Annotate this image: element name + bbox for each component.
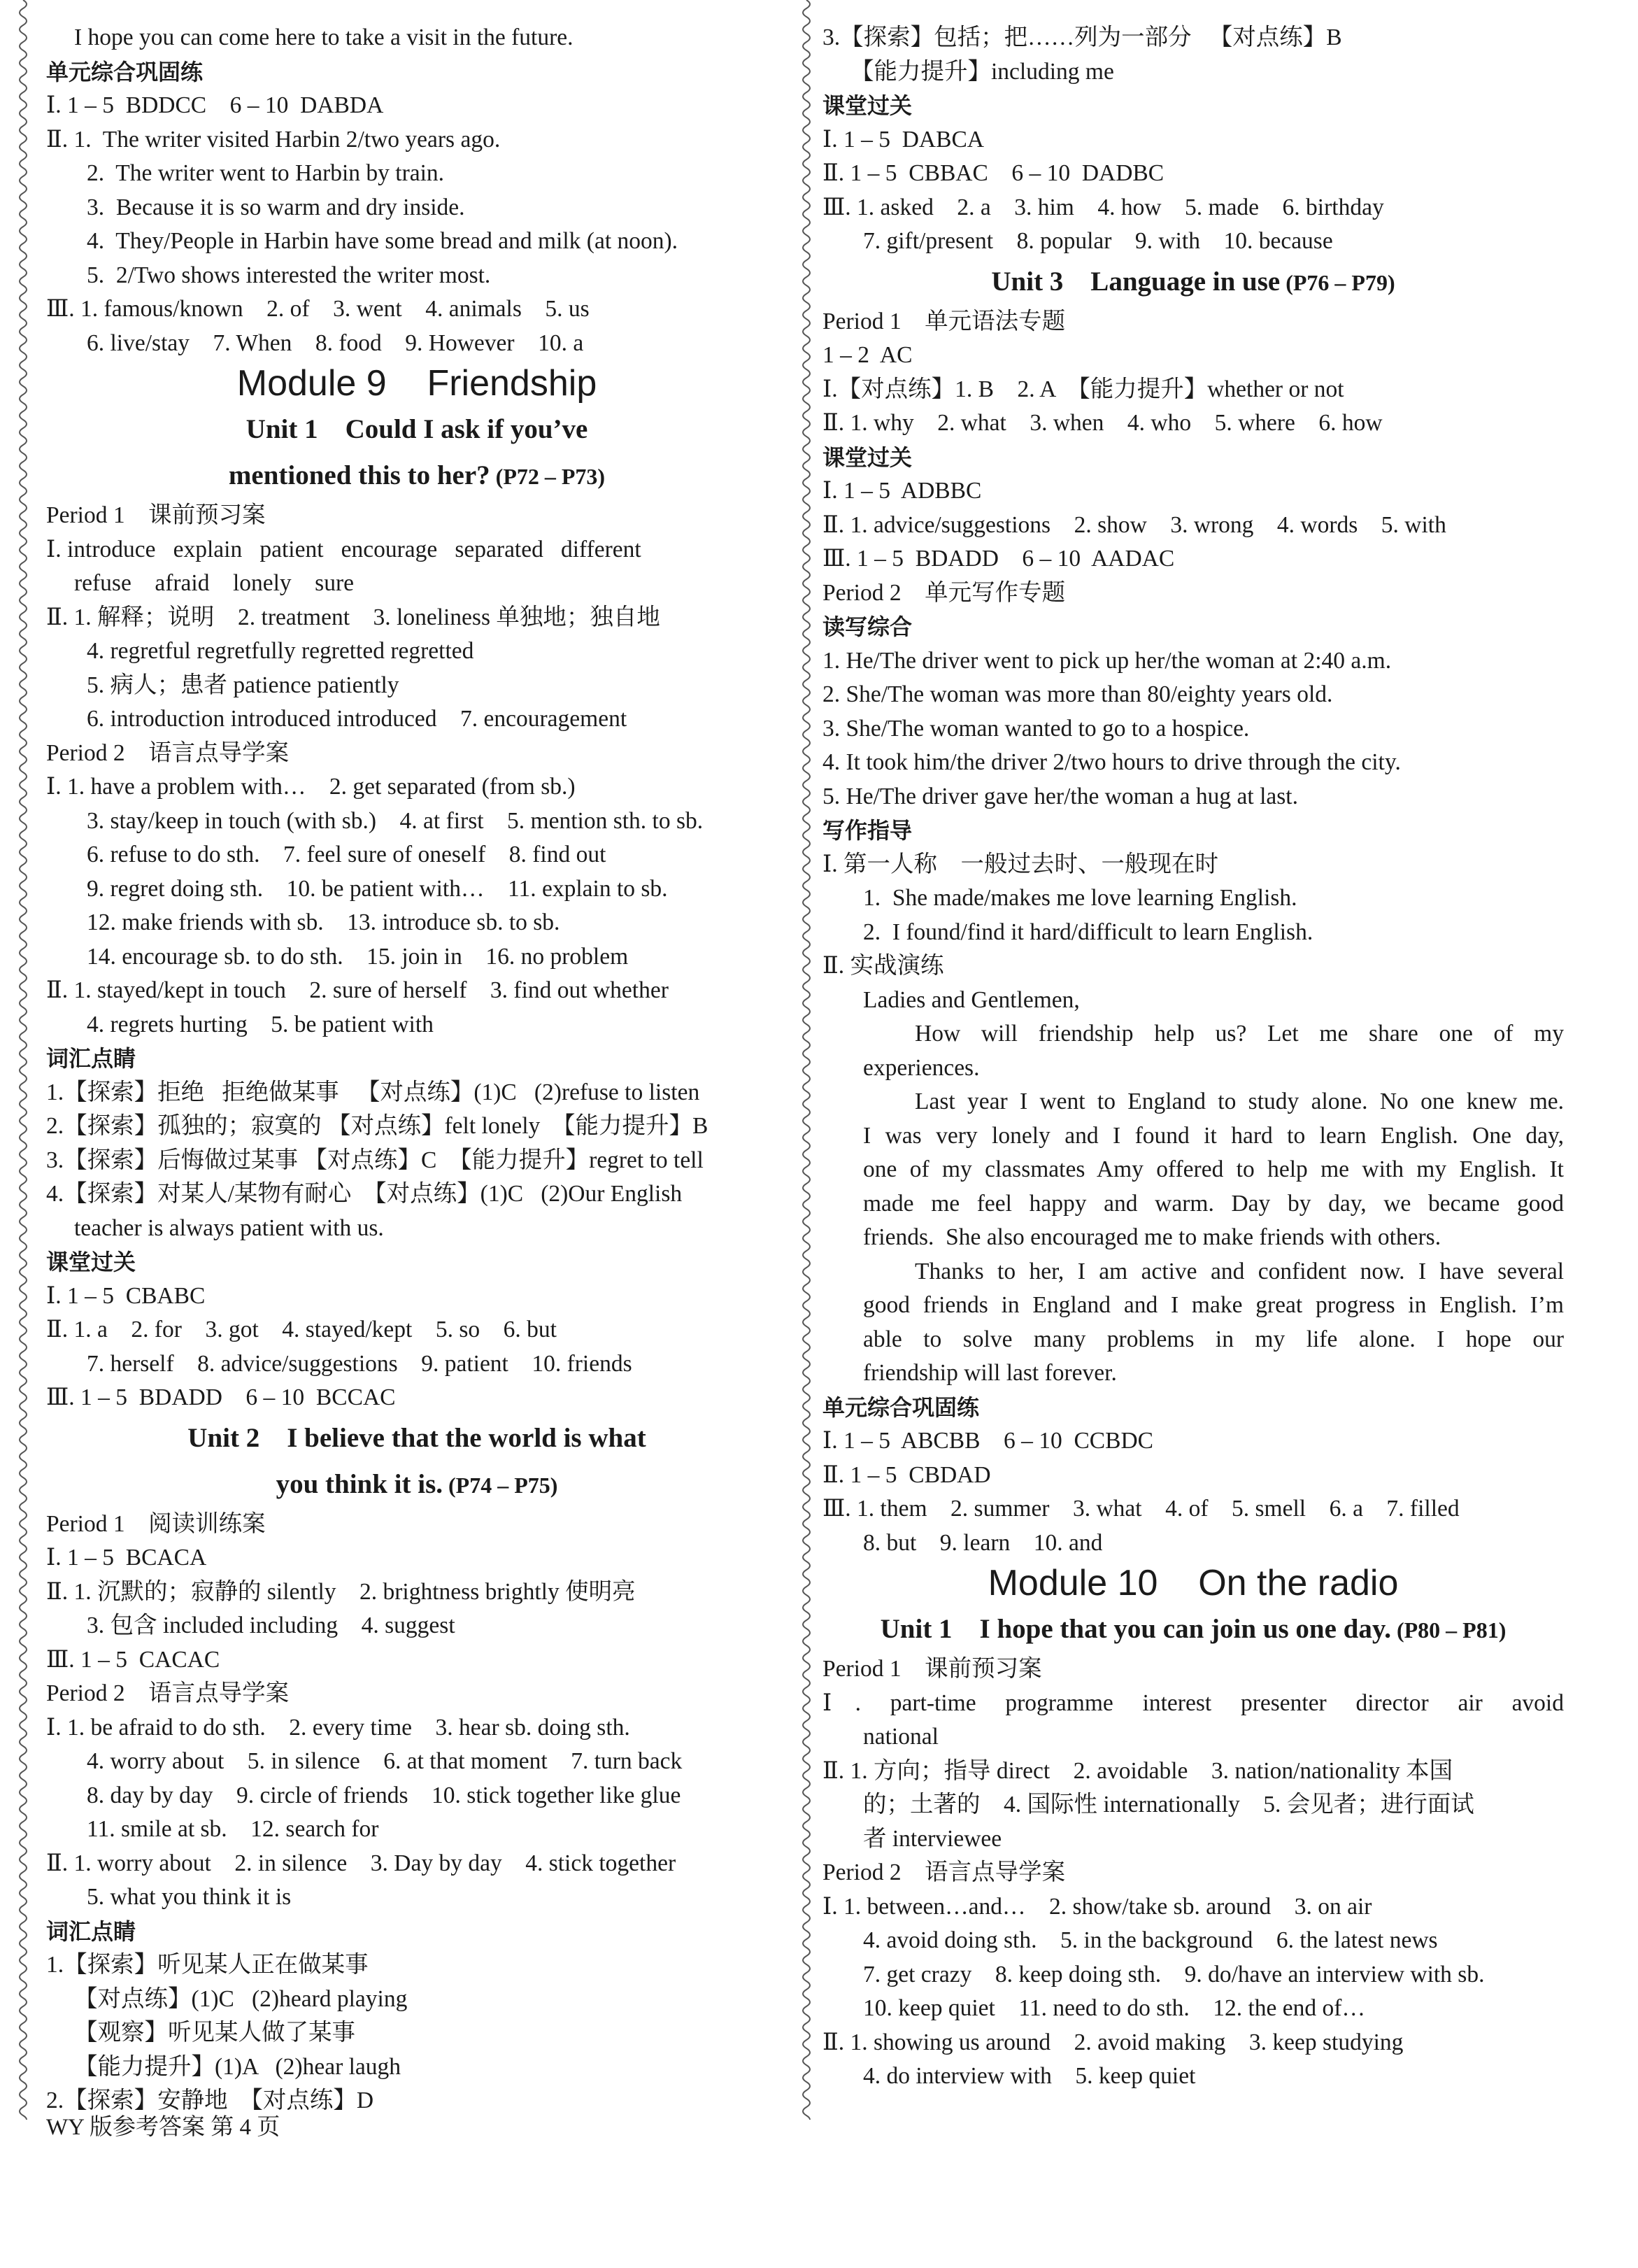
answer-line — [822, 1459, 1564, 1493]
line-text: 6. refuse to do sth. 7. feel sure of oneself 8. find out — [87, 842, 606, 867]
section-heading — [822, 814, 1564, 848]
section-heading — [46, 1042, 788, 1076]
answer-line — [822, 2026, 1564, 2060]
line-text: Ⅱ. 1. The writer visited Harbin 2/two years ago. — [46, 126, 501, 153]
line-text: national — [863, 1724, 939, 1750]
unit-title — [46, 1461, 788, 1508]
page-range: (P76 – P79) — [1280, 269, 1395, 295]
line-text: one of my classmates Amy offered to help me with my English. It — [863, 1156, 1564, 1182]
answer-line — [822, 1424, 1564, 1459]
answer-line — [46, 1711, 788, 1745]
answer-line — [46, 1008, 788, 1042]
line-text: 2.【探索】安静地 【对点练】D — [46, 2088, 374, 2113]
line-text: Ⅱ. 1. worry about 2. in silence 3. Day by day 4. stick together — [46, 1850, 676, 1876]
answer-line — [46, 499, 788, 533]
line-text: 5. He/The driver gave her/the woman a hug at last. — [822, 783, 1298, 809]
line-text: 6. live/stay 7. When 8. food 9. However 10. a — [87, 329, 584, 356]
answer-line — [46, 1212, 788, 1246]
answer-line — [822, 1323, 1564, 1357]
answer-line — [822, 984, 1564, 1018]
line-text: 【对点练】(1)C (2)heard playing — [74, 1985, 408, 2012]
line-text: Ⅰ. 1 – 5 CBABC — [46, 1282, 206, 1309]
line-text: 【观察】听见某人做了某事 — [74, 2020, 355, 2046]
line-text: Ⅰ. 1. between…and… 2. show/take sb. around 3. on air — [822, 1893, 1372, 1920]
answer-line — [46, 225, 788, 259]
line-text: 4.【探索】对某人/某物有耐心 【对点练】(1)C (2)Our English — [46, 1181, 683, 1207]
line-text: Ⅰ. 1 – 5 DABCA — [822, 126, 984, 153]
answer-line — [46, 906, 788, 940]
answer-line — [822, 712, 1564, 746]
line-text: 2. The writer went to Harbin by train. — [87, 160, 445, 186]
line-text: Module 9 Friendship — [236, 363, 597, 404]
answer-line — [46, 1144, 788, 1178]
section-heading — [822, 89, 1564, 123]
answer-line — [822, 780, 1564, 814]
answer-line — [822, 191, 1564, 225]
line-text: 8. but 9. learn 10. and — [863, 1529, 1103, 1556]
answer-line — [46, 157, 788, 191]
answer-line — [46, 635, 788, 669]
line-text: 7. herself 8. advice/suggestions 9. patient 10. friends — [87, 1350, 632, 1377]
unit-title — [46, 406, 788, 453]
answer-line — [46, 2016, 788, 2050]
line-text: Ⅲ. 1 – 5 BDADD 6 – 10 BCCAC — [46, 1384, 396, 1410]
line-text: How will friendship help us? Let me share one of my — [915, 1021, 1564, 1047]
line-text: Ⅰ. 1 – 5 ABCBB 6 – 10 CCBDC — [822, 1428, 1154, 1454]
answer-line — [46, 567, 788, 601]
line-text: Ⅰ. part-time programme interest presenter director air avoid — [822, 1689, 1564, 1716]
answer-line — [822, 1492, 1564, 1526]
line-text: 1. He/The driver went to pick up her/the woman at 2:40 a.m. — [822, 647, 1392, 674]
line-text: Ⅰ. 1. have a problem with… 2. get separated (from sb.) — [46, 774, 576, 800]
line-text: 3. stay/keep in touch (with sb.) 4. at first 5. mention sth. to sb. — [87, 807, 704, 834]
line-text: 2. She/The woman was more than 80/eighty years old. — [822, 681, 1333, 707]
answer-line — [822, 1526, 1564, 1561]
line-text: refuse afraid lonely sure — [74, 570, 354, 596]
unit-title — [822, 1606, 1564, 1652]
line-text: Ladies and Gentlemen, — [863, 986, 1080, 1013]
answer-line — [822, 746, 1564, 780]
line-text: 4. worry about 5. in silence 6. at that moment 7. turn back — [87, 1748, 683, 1774]
line-text: Last year I went to England to study alone. No one knew me. — [915, 1089, 1564, 1114]
line-text: 14. encourage sb. to do sth. 15. join in 16. no problem — [87, 943, 629, 970]
line-text: Ⅰ. 1 – 5 BCACA — [46, 1545, 207, 1571]
line-text: Ⅱ. 1. advice/suggestions 2. show 3. wrong 4. words 5. with — [822, 511, 1446, 538]
line-text: 1.【探索】听见某人正在做某事 — [46, 1952, 369, 1978]
answer-line — [46, 1347, 788, 1382]
section-heading — [46, 55, 788, 90]
answer-line — [46, 702, 788, 737]
line-text: 读写综合 — [822, 614, 913, 640]
line-text: 4. It took him/the driver 2/two hours to drive through the city. — [822, 749, 1401, 775]
answer-line — [46, 737, 788, 771]
line-text: 10. keep quiet 11. need to do sth. 12. the end of… — [863, 1995, 1365, 2021]
answer-line — [46, 1813, 788, 1847]
line-text: 1.【探索】拒绝 拒绝做某事 【对点练】(1)C (2)refuse to listen — [46, 1079, 700, 1105]
line-text: Period 1 阅读训练案 — [46, 1510, 266, 1537]
section-heading — [822, 441, 1564, 475]
answer-line — [46, 669, 788, 703]
answer-line — [46, 1280, 788, 1314]
line-text: able to solve many problems in my life alone. I hope our — [863, 1326, 1564, 1352]
line-text: teacher is always patient with us. — [74, 1214, 384, 1241]
answer-line — [46, 327, 788, 361]
line-text: 写作指导 — [822, 817, 913, 844]
line-text: Unit 1 Could I ask if you’ve — [245, 414, 588, 444]
answer-line — [46, 2050, 788, 2085]
answer-column-right — [822, 21, 1564, 2094]
line-text: Period 2 语言点导学案 — [46, 739, 290, 766]
answer-line — [46, 1110, 788, 1144]
line-text: Ⅱ. 1. showing us around 2. avoid making 3. keep studying — [822, 2029, 1404, 2055]
line-text: 5. 病人；患者 patience patiently — [87, 672, 399, 698]
line-text: Ⅱ. 实战演练 — [822, 953, 944, 979]
answer-line — [46, 1076, 788, 1110]
module-title — [822, 1560, 1564, 1606]
answer-line — [46, 838, 788, 872]
line-text: Ⅰ. introduce explain patient encourage separated different — [46, 536, 641, 562]
line-text: friendship will last forever. — [863, 1360, 1117, 1386]
answer-line — [822, 21, 1564, 55]
line-text: Unit 3 Language in use — [991, 266, 1281, 297]
answer-line — [822, 848, 1564, 882]
line-text: 4. regrets hurting 5. be patient with — [87, 1011, 434, 1037]
answer-line — [822, 881, 1564, 916]
line-text: Period 1 单元语法专题 — [822, 308, 1066, 334]
decorative-border-right — [796, 0, 817, 2120]
line-text: 3. 包含 included including 4. suggest — [87, 1613, 455, 1638]
line-text: 3.【探索】后悔做过某事 【对点练】C 【能力提升】regret to tell — [46, 1147, 704, 1173]
answer-line — [46, 1381, 788, 1415]
answer-line — [822, 949, 1564, 984]
line-text: Period 2 单元写作专题 — [822, 579, 1066, 606]
line-text: 5. 2/Two shows interested the writer most. — [87, 262, 491, 288]
line-text: 课堂过关 — [822, 444, 913, 471]
answer-line — [46, 1508, 788, 1542]
section-heading — [822, 610, 1564, 644]
answer-line — [46, 123, 788, 157]
unit-title — [46, 453, 788, 499]
line-text: Ⅱ. 1 – 5 CBDAD — [822, 1461, 991, 1488]
answer-line — [822, 1958, 1564, 1992]
unit-title — [822, 259, 1564, 305]
answer-line — [46, 1847, 788, 1881]
answer-line — [46, 770, 788, 805]
line-text: 者 interviewee — [863, 1825, 1002, 1852]
section-heading — [46, 1915, 788, 1949]
answer-line — [822, 1085, 1564, 1119]
line-text: 9. regret doing sth. 10. be patient with… 11. explain to sb. — [87, 875, 668, 902]
line-text: Ⅲ. 1 – 5 BDADD 6 – 10 AADAC — [822, 546, 1175, 572]
page-range: (P80 – P81) — [1390, 1617, 1507, 1643]
answer-line — [822, 509, 1564, 543]
line-text: 单元综合巩固练 — [822, 1394, 980, 1421]
answer-line — [822, 406, 1564, 441]
answer-line — [46, 259, 788, 293]
line-text: Ⅱ. 1. why 2. what 3. when 4. who 5. where 6. how — [822, 410, 1383, 436]
answer-line — [46, 872, 788, 907]
line-text: 6. introduction introduced introduced 7. encouragement — [87, 706, 627, 732]
line-text: 词汇点睛 — [46, 1918, 136, 1945]
answer-line — [822, 1720, 1564, 1755]
line-text: I was very lonely and I found it hard to learn English. One day, — [863, 1122, 1564, 1149]
line-text: Ⅲ. 1. asked 2. a 3. him 4. how 5. made 6. birthday — [822, 194, 1384, 220]
answer-line — [46, 601, 788, 635]
answer-line — [822, 1221, 1564, 1255]
answer-line — [46, 1643, 788, 1678]
answer-line — [46, 1313, 788, 1347]
answer-line — [822, 1687, 1564, 1721]
answer-line — [46, 940, 788, 974]
answer-line — [46, 1779, 788, 1813]
line-text: Period 1 课前预习案 — [822, 1656, 1042, 1682]
answer-line — [822, 678, 1564, 712]
answer-line — [822, 1755, 1564, 1789]
answer-line — [822, 474, 1564, 509]
line-text: 1. She made/makes me love learning English. — [863, 885, 1297, 911]
line-text: 课堂过关 — [822, 92, 913, 119]
answer-line — [822, 123, 1564, 157]
line-text: Period 1 课前预习案 — [46, 502, 266, 528]
line-text: 【能力提升】(1)A (2)hear laugh — [74, 2053, 401, 2080]
answer-line — [822, 542, 1564, 576]
answer-line — [46, 89, 788, 123]
unit-title — [46, 1415, 788, 1461]
line-text: Period 2 语言点导学案 — [822, 1859, 1066, 1885]
answer-line — [822, 1924, 1564, 1958]
answer-line — [46, 292, 788, 327]
answer-line — [46, 1983, 788, 2017]
line-text: 5. what you think it is — [87, 1884, 292, 1910]
line-text: Ⅲ. 1 – 5 CACAC — [46, 1646, 220, 1673]
answer-line — [46, 1948, 788, 1983]
answer-line — [822, 373, 1564, 407]
line-text: Ⅰ. 第一人称 一般过去时、一般现在时 — [822, 851, 1218, 877]
answer-line — [822, 1153, 1564, 1187]
decorative-border-left — [13, 0, 34, 2120]
line-text: Ⅱ. 1. 方向；指导 direct 2. avoidable 3. nation/nationality 本国 — [822, 1757, 1453, 1784]
answer-line — [46, 974, 788, 1008]
line-text: Ⅲ. 1. famous/known 2. of 3. went 4. animals 5. us — [46, 296, 590, 322]
answer-line — [822, 339, 1564, 373]
line-text: mentioned this to her? — [228, 460, 490, 490]
answer-line — [46, 1177, 788, 1212]
answer-line — [822, 1788, 1564, 1822]
answer-line — [822, 1017, 1564, 1051]
line-text: 的；土著的 4. 国际性 internationally 5. 会见者；进行面试 — [863, 1792, 1474, 1817]
answer-line — [46, 805, 788, 839]
line-text: Ⅱ. 1 – 5 CBBAC 6 – 10 DADBC — [822, 160, 1165, 186]
line-text: you think it is. — [276, 1468, 443, 1499]
line-text: 【能力提升】including me — [850, 58, 1114, 85]
answer-line — [822, 1051, 1564, 1086]
page-range: (P72 – P73) — [490, 464, 606, 489]
line-text: experiences. — [863, 1054, 980, 1081]
answer-line — [822, 1822, 1564, 1857]
line-text: 单元综合巩固练 — [46, 58, 204, 85]
answer-line — [822, 576, 1564, 611]
line-text: 课堂过关 — [46, 1249, 136, 1275]
line-text: Ⅲ. 1. them 2. summer 3. what 4. of 5. smell 6. a 7. filled — [822, 1496, 1460, 1522]
line-text: 4. do interview with 5. keep quiet — [863, 2063, 1196, 2089]
line-text: 3.【探索】包括；把……列为一部分 【对点练】B — [822, 24, 1342, 50]
answer-line — [822, 1356, 1564, 1391]
page-footer: WY 版参考答案 第 4 页 — [46, 2115, 280, 2140]
answer-line — [822, 225, 1564, 259]
answer-line — [46, 1880, 788, 1915]
line-text: Thanks to her, I am active and confident now. I have several — [915, 1258, 1564, 1284]
answer-line — [822, 1992, 1564, 2026]
answer-line — [822, 2060, 1564, 2094]
line-text: Module 10 On the radio — [988, 1563, 1399, 1603]
line-text: Ⅱ. 1. stayed/kept in touch 2. sure of herself 3. find out whether — [46, 977, 669, 1003]
answer-line — [822, 1255, 1564, 1289]
module-title — [46, 360, 788, 406]
line-text: 12. make friends with sb. 13. introduce sb. to sb. — [87, 909, 560, 935]
answer-line — [46, 1745, 788, 1779]
answer-line — [822, 916, 1564, 950]
line-text: Ⅰ. 1 – 5 BDDCC 6 – 10 DABDA — [46, 92, 384, 118]
line-text: 词汇点睛 — [46, 1045, 136, 1072]
answer-line — [822, 644, 1564, 679]
line-text: I hope you can come here to take a visit in the future. — [74, 24, 574, 50]
line-text: Ⅰ. 1 – 5 ADBBC — [822, 478, 982, 504]
line-text: Unit 1 I hope that you can join us one day. — [880, 1614, 1391, 1644]
line-text: Ⅱ. 1. a 2. for 3. got 4. stayed/kept 5. so 6. but — [46, 1317, 557, 1342]
line-text: 7. gift/present 8. popular 9. with 10. because — [863, 228, 1333, 254]
line-text: 4. regretful regretfully regretted regretted — [87, 638, 474, 664]
answer-line — [822, 1856, 1564, 1890]
line-text: Ⅱ. 1. 解释；说明 2. treatment 3. loneliness 单独地；独自地 — [46, 604, 660, 630]
answer-line — [46, 1609, 788, 1643]
line-text: 7. get crazy 8. keep doing sth. 9. do/have an interview with sb. — [863, 1961, 1485, 1987]
line-text: good friends in England and I make great progress in English. I’m — [863, 1292, 1564, 1318]
line-text: 11. smile at sb. 12. search for — [87, 1816, 379, 1842]
answer-line — [822, 1652, 1564, 1687]
page-range: (P74 – P75) — [443, 1472, 558, 1498]
line-text: 4. They/People in Harbin have some bread and milk (at noon). — [87, 228, 678, 254]
answer-line — [822, 1119, 1564, 1154]
answer-line — [46, 1575, 788, 1610]
line-text: made me feel happy and warm. Day by day, we became good — [863, 1190, 1564, 1217]
section-heading — [822, 1391, 1564, 1425]
line-text: 1 – 2 AC — [822, 342, 913, 368]
answer-line — [822, 55, 1564, 90]
answer-line — [822, 157, 1564, 191]
line-text: 8. day by day 9. circle of friends 10. stick together like glue — [87, 1782, 681, 1808]
line-text: Unit 2 I believe that the world is what — [187, 1422, 646, 1453]
answer-line — [822, 1187, 1564, 1221]
line-text: 2.【探索】孤独的；寂寞的 【对点练】felt lonely 【能力提升】B — [46, 1113, 708, 1139]
answer-line — [822, 1890, 1564, 1925]
answer-column-left — [46, 21, 788, 2118]
answer-line — [822, 305, 1564, 339]
answer-line — [46, 533, 788, 567]
line-text: 3. She/The woman wanted to go to a hospice. — [822, 715, 1250, 742]
answer-line — [822, 1289, 1564, 1323]
answer-line — [46, 1541, 788, 1575]
section-heading — [46, 1245, 788, 1280]
line-text: 4. avoid doing sth. 5. in the background 6. the latest news — [863, 1927, 1438, 1953]
line-text: 2. I found/find it hard/difficult to learn English. — [863, 919, 1313, 945]
line-text: Ⅱ. 1. 沉默的；寂静的 silently 2. brightness brightly 使明亮 — [46, 1578, 636, 1605]
line-text: Ⅰ.【对点练】1. B 2. A 【能力提升】whether or not — [822, 376, 1344, 402]
line-text: Ⅰ. 1. be afraid to do sth. 2. every time 3. hear sb. doing sth. — [46, 1714, 630, 1741]
answer-line — [46, 21, 788, 55]
answer-line — [46, 1677, 788, 1711]
line-text: friends. She also encouraged me to make friends with others. — [863, 1224, 1441, 1250]
line-text: 3. Because it is so warm and dry inside. — [87, 194, 465, 220]
line-text: Period 2 语言点导学案 — [46, 1680, 290, 1706]
answer-line — [46, 191, 788, 225]
